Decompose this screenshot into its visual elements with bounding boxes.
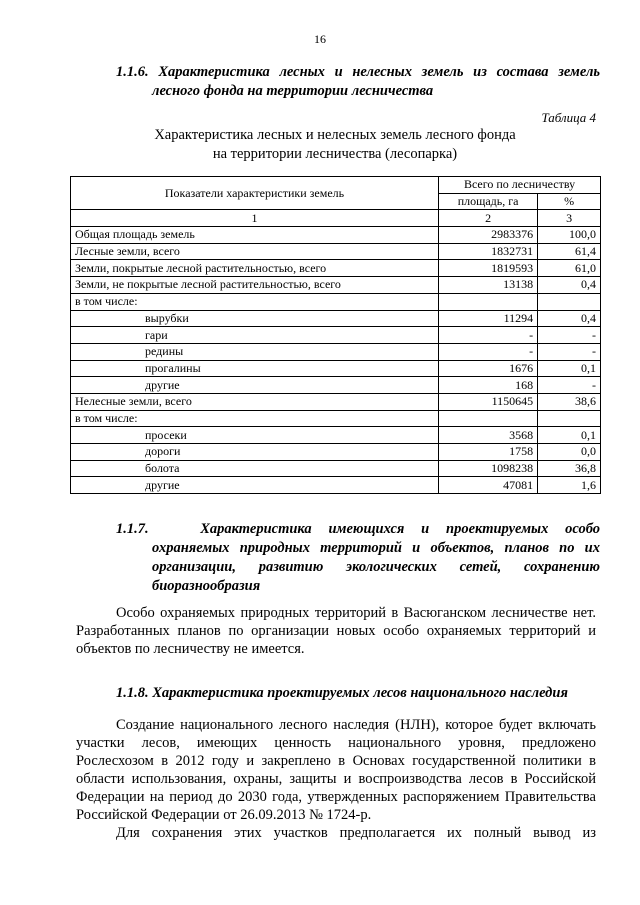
header-indicator: Показатели характеристики земель bbox=[71, 177, 439, 210]
table-row bbox=[71, 410, 601, 427]
table-title-line2: на территории лесничества (лесопарка) bbox=[212, 146, 458, 162]
row-area: 2983376 bbox=[439, 227, 538, 244]
row-label: вырубки bbox=[71, 310, 439, 327]
row-pct: 0,1 bbox=[538, 360, 601, 377]
table-row bbox=[71, 227, 601, 244]
row-area: 47081 bbox=[439, 477, 538, 494]
table-row bbox=[71, 327, 601, 344]
row-pct: 36,8 bbox=[538, 460, 601, 477]
row-pct: 0,4 bbox=[538, 310, 601, 327]
row-label: гари bbox=[71, 327, 439, 344]
row-pct bbox=[538, 410, 601, 427]
table-row bbox=[71, 377, 601, 394]
section-116-title-line1: Характеристика лесных и нелесных земель из состава земель bbox=[158, 64, 601, 80]
row-area: 11294 bbox=[439, 310, 538, 327]
land-characteristics-table bbox=[70, 176, 601, 494]
row-label: Земли, покрытые лесной растительностью, всего bbox=[71, 260, 439, 277]
row-area bbox=[439, 410, 538, 427]
row-area: - bbox=[439, 343, 538, 360]
section-117-title-line2: охраняемых природных территорий и объектов, планов по их bbox=[152, 540, 600, 556]
table-row bbox=[71, 444, 601, 461]
row-label: другие bbox=[71, 377, 439, 394]
row-label: дороги bbox=[71, 444, 439, 461]
section-116-number: 1.1.6. bbox=[116, 64, 149, 80]
row-label: Общая площадь земель bbox=[71, 227, 439, 244]
row-label: просеки bbox=[71, 427, 439, 444]
header-area: площадь, га bbox=[439, 193, 538, 210]
row-area: 1676 bbox=[439, 360, 538, 377]
row-pct: - bbox=[538, 327, 601, 344]
row-area: - bbox=[439, 327, 538, 344]
section-117-paragraph-block bbox=[76, 604, 596, 658]
col-num: 3 bbox=[538, 210, 601, 227]
section-118-paragraph2: Для сохранения этих участков предполагается их полный вывод из bbox=[116, 825, 596, 841]
table-row bbox=[71, 393, 601, 410]
table-row bbox=[71, 427, 601, 444]
table-label: Таблица 4 bbox=[541, 110, 596, 125]
row-pct: 38,6 bbox=[538, 393, 601, 410]
row-pct: 0,0 bbox=[538, 444, 601, 461]
row-pct: 1,6 bbox=[538, 477, 601, 494]
row-label: редины bbox=[71, 343, 439, 360]
row-pct: - bbox=[538, 343, 601, 360]
row-pct: 100,0 bbox=[538, 227, 601, 244]
table-title bbox=[70, 126, 600, 164]
table-row bbox=[71, 260, 601, 277]
section-117-title-line3: организации, развитию экологических сетей, сохранению bbox=[152, 559, 600, 575]
section-117-number: 1.1.7. bbox=[116, 521, 149, 537]
row-area: 13138 bbox=[439, 277, 538, 294]
section-118-paragraph1: Создание национального лесного наследия (НЛН), которое будет включать участки лесов, имеющих ценность национального уровня, предложено Рослесхозом в 2012 году и закреплено в Основах государственной политики в области использования, охраны, защиты и воспроизводства лесов в Российской Федерации на период до 2030 года, утвержденных распоряжением Правительства Российской Федерации от 26.09.2013 № 1724-р. bbox=[76, 717, 596, 823]
header-total: Всего по лесничеству bbox=[439, 177, 601, 194]
row-area: 168 bbox=[439, 377, 538, 394]
section-117-paragraph: Особо охраняемых природных территорий в Васюганском лесничестве нет. Разработанных планов по организации новых особо охраняемых территорий и объектов по лесничеству не имеется. bbox=[76, 605, 596, 657]
row-label: в том числе: bbox=[71, 293, 439, 310]
row-label: Лесные земли, всего bbox=[71, 243, 439, 260]
row-pct bbox=[538, 293, 601, 310]
table-row bbox=[71, 343, 601, 360]
section-117-title-line1: Характеристика имеющихся и проектируемых особо bbox=[200, 521, 601, 537]
header-pct: % bbox=[538, 193, 601, 210]
row-area: 1150645 bbox=[439, 393, 538, 410]
row-area: 3568 bbox=[439, 427, 538, 444]
section-118-number: 1.1.8. bbox=[116, 685, 149, 701]
section-116-title-line2: лесного фонда на территории лесничества bbox=[152, 83, 434, 99]
section-118-title: Характеристика проектируемых лесов национального наследия bbox=[152, 685, 568, 701]
section-117-heading bbox=[116, 520, 600, 596]
row-label: Нелесные земли, всего bbox=[71, 393, 439, 410]
table-title-line1: Характеристика лесных и нелесных земель лесного фонда bbox=[154, 127, 516, 143]
col-num: 1 bbox=[71, 210, 439, 227]
row-area bbox=[439, 293, 538, 310]
row-label: прогалины bbox=[71, 360, 439, 377]
row-label: в том числе: bbox=[71, 410, 439, 427]
table-row bbox=[71, 477, 601, 494]
section-118-paragraph-block bbox=[76, 716, 596, 842]
table-row bbox=[71, 293, 601, 310]
row-pct: - bbox=[538, 377, 601, 394]
row-area: 1832731 bbox=[439, 243, 538, 260]
table-row bbox=[71, 277, 601, 294]
row-label: Земли, не покрытые лесной растительностью, всего bbox=[71, 277, 439, 294]
row-label: другие bbox=[71, 477, 439, 494]
row-pct: 61,4 bbox=[538, 243, 601, 260]
row-pct: 61,0 bbox=[538, 260, 601, 277]
row-pct: 0,4 bbox=[538, 277, 601, 294]
row-area: 1819593 bbox=[439, 260, 538, 277]
row-label: болота bbox=[71, 460, 439, 477]
section-117-title-line4: биоразнообразия bbox=[152, 578, 261, 594]
table-row bbox=[71, 460, 601, 477]
section-118-heading bbox=[116, 684, 600, 703]
table-row bbox=[71, 360, 601, 377]
table-row bbox=[71, 243, 601, 260]
row-area: 1098238 bbox=[439, 460, 538, 477]
row-area: 1758 bbox=[439, 444, 538, 461]
page-number: 16 bbox=[314, 32, 326, 46]
section-116-heading bbox=[116, 63, 600, 101]
table-row bbox=[71, 310, 601, 327]
col-num: 2 bbox=[439, 210, 538, 227]
row-pct: 0,1 bbox=[538, 427, 601, 444]
